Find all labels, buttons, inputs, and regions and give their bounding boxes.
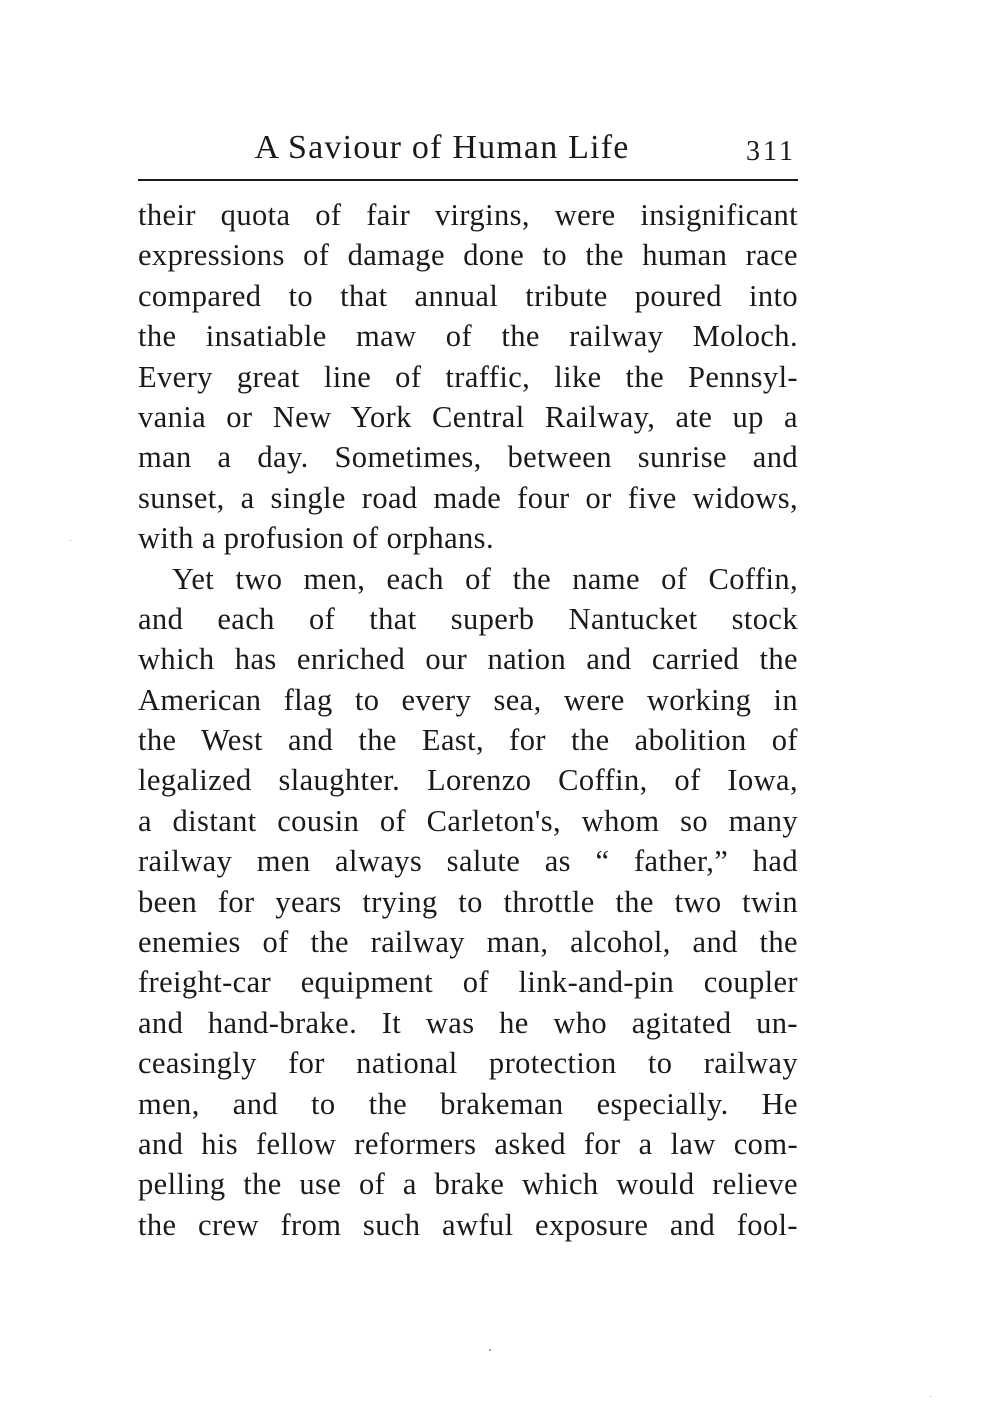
paper-speck [70, 540, 71, 541]
text-line: men, and to the brakeman especially. He [138, 1086, 798, 1121]
running-head [138, 126, 798, 170]
text-line: pelling the use of a brake which would relieve [138, 1167, 798, 1202]
running-title: A Saviour of Human Life [254, 129, 630, 166]
text-line: Every great line of traffic, like the Pennsyl- [138, 359, 798, 394]
text-line: expressions of damage done to the human race [138, 238, 798, 273]
page-number: 311 [746, 136, 796, 167]
text-line: and his fellow reformers asked for a law com- [138, 1126, 798, 1161]
text-line: the West and the East, for the abolition of [138, 723, 798, 758]
text-line: a distant cousin of Carleton's, whom so many [138, 803, 798, 838]
text-line: vania or New York Central Railway, ate up a [138, 399, 798, 434]
paragraph-end-line: with a profusion of orphans. [138, 521, 494, 556]
text-line: ceasingly for national protection to railway [138, 1046, 798, 1081]
text-line: sunset, a single road made four or five widows, [138, 480, 798, 515]
text-line: man a day. Sometimes, between sunrise and [138, 440, 798, 475]
text-line: legalized slaughter. Lorenzo Coffin, of Iowa, [138, 763, 798, 798]
text-line: the crew from such awful exposure and fool- [138, 1207, 798, 1242]
text-line: which has enriched our nation and carried the [138, 642, 798, 677]
text-line: the insatiable maw of the railway Moloch. [138, 319, 798, 354]
text-line: their quota of fair virgins, were insignificant [138, 198, 798, 232]
text-line: railway men always salute as “ father,” had [138, 844, 798, 879]
text-line: compared to that annual tribute poured into [138, 278, 798, 313]
text-line: enemies of the railway man, alcohol, and the [138, 925, 798, 960]
paper-speck [930, 1396, 931, 1397]
header-rule [138, 179, 798, 181]
body-text [138, 195, 798, 1245]
text-line: been for years trying to throttle the two twin [138, 884, 798, 919]
text-line: and each of that superb Nantucket stock [138, 601, 798, 636]
paragraph-start-line: Yet two men, each of the name of Coffin, [172, 561, 798, 596]
paper-speck [489, 1349, 491, 1351]
text-line: American flag to every sea, were working in [138, 682, 798, 717]
text-line: freight-car equipment of link-and-pin coupler [138, 965, 798, 1000]
text-line: and hand-brake. It was he who agitated un- [138, 1005, 798, 1040]
